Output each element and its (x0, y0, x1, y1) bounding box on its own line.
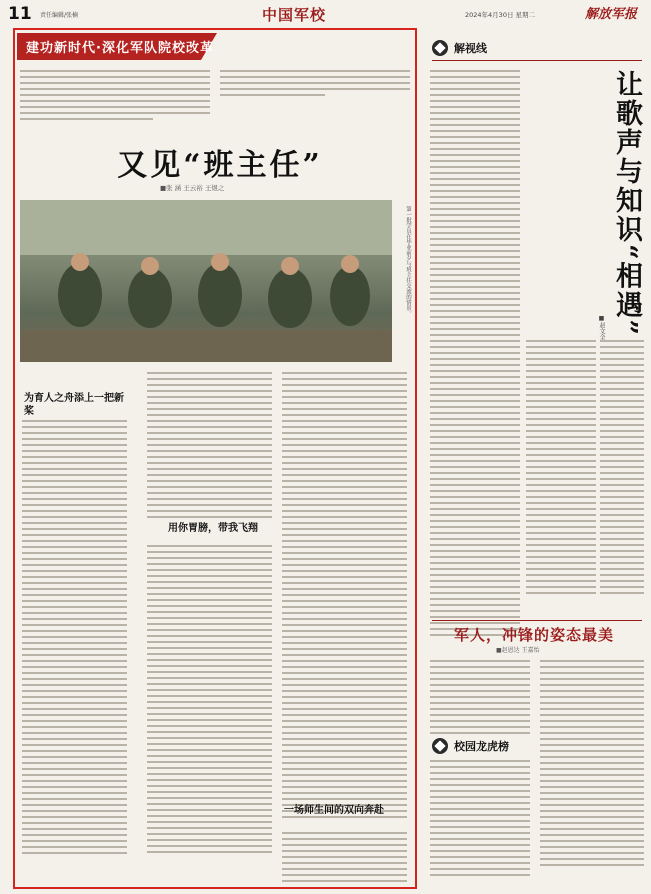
body-column-2-top (147, 372, 272, 522)
third-column-name: 校园龙虎榜 (454, 740, 509, 753)
body-column-3-top (282, 372, 407, 822)
issue-date: 2024年4月30日 星期二 (465, 11, 536, 19)
newspaper-logo: 解放军报 (585, 7, 638, 22)
intro-text-left (20, 70, 210, 124)
photo-scene (20, 200, 392, 362)
column-text-a (430, 70, 520, 640)
second-article-title: 军人，冲锋的姿态最美 (453, 626, 614, 644)
column-text-b (526, 340, 596, 598)
editor-credit: 责任编辑/张楠 (40, 12, 79, 19)
second-article-text-a (430, 660, 530, 738)
second-article-text-b (540, 660, 644, 870)
subhead-3: 一场师生间的双向奔赴 (284, 805, 384, 816)
third-article-text (430, 760, 530, 880)
body-column-3-bottom (282, 832, 407, 886)
section-title: 中国军校 (262, 6, 327, 24)
feature-banner-text: 建功新时代·深化军队院校改革 (26, 41, 214, 56)
intro-text-right (220, 70, 410, 100)
column-rule (432, 60, 642, 61)
page-number: 11 (8, 4, 32, 24)
column-article-author: ■赵文全 (598, 315, 605, 340)
subhead-2: 用你胃膀，带我飞翔 (168, 523, 258, 534)
column-badge-icon (432, 40, 448, 56)
column-text-c (600, 340, 644, 598)
second-article-byline: ■赵恩达 王嘉怡 (496, 647, 540, 654)
subhead-1: 为育人之舟添上一把新桨 (24, 393, 124, 417)
body-column-1 (22, 420, 127, 858)
second-article-rule (432, 620, 642, 621)
body-column-2-bottom (147, 545, 272, 857)
article-title: 又见“班主任” (117, 148, 323, 183)
column-article-title: 让歌声与知识“相遇” (611, 70, 642, 338)
article-photo (20, 200, 392, 362)
column-name: 解视线 (454, 42, 487, 55)
article-byline: ■张 涵 王云裕 王煜之 (160, 184, 225, 192)
photo-caption: 第一批学员在毕业前夕与班主任交流的情景。 (405, 206, 411, 316)
column-badge-icon-2 (432, 738, 448, 754)
